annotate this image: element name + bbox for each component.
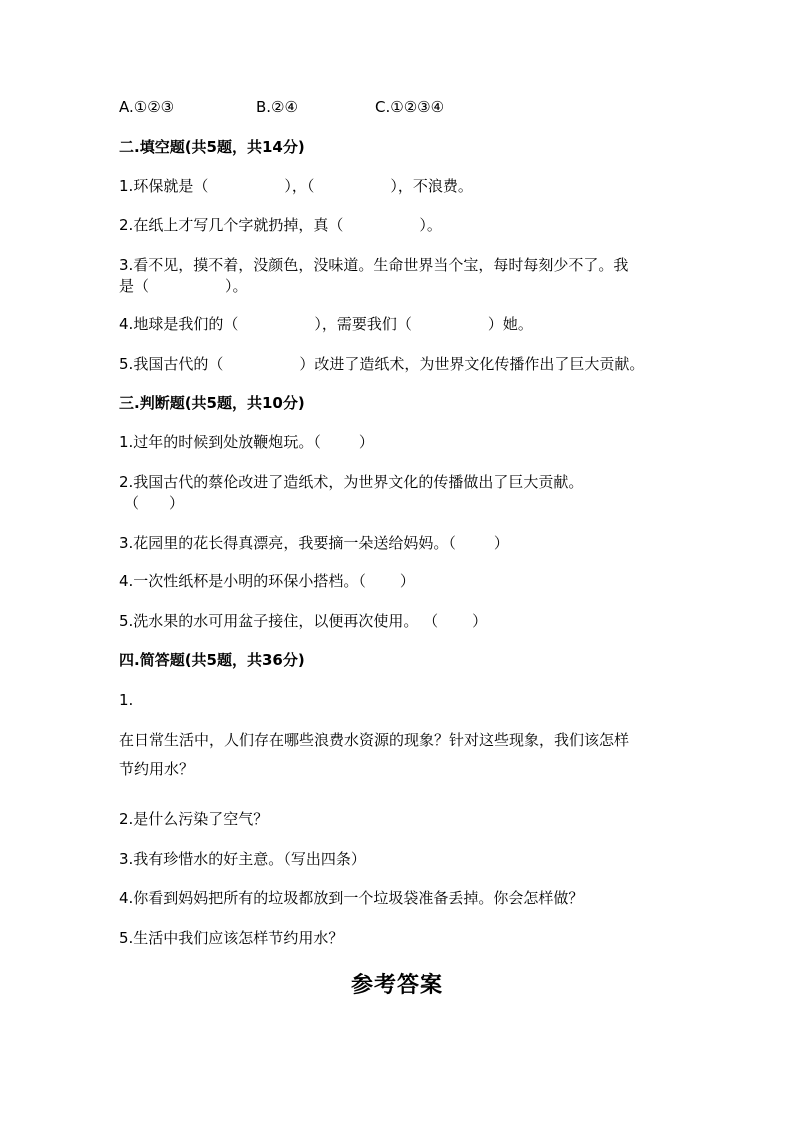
- question-text: 环保就是（: [133, 177, 209, 195]
- fill-question-1: [119, 176, 473, 196]
- short-question-3: 3.我有珍惜水的好主意。（写出四条）: [119, 850, 366, 868]
- question-text: 1.过年的时候到处放鞭炮玩。（: [119, 433, 321, 451]
- question-number: 2.: [119, 216, 134, 234]
- short-question-2: 2.是什么污染了空气？: [119, 810, 269, 828]
- section-heading-judgement: 三.判断题(共5题，共10分): [119, 394, 305, 412]
- section-heading-short-answer: 四.简答题(共5题，共36分): [119, 651, 305, 669]
- judge-question-3: [119, 533, 509, 553]
- question-text: ）: [399, 572, 415, 590]
- question-text: ）她。: [487, 315, 533, 333]
- question-text: ），（: [284, 177, 315, 195]
- short-question-1-line-2: 节约用水？: [119, 760, 195, 778]
- question-text: 地球是我们的（: [133, 315, 239, 333]
- fill-question-3-line-2: [119, 276, 248, 296]
- question-text: ）: [493, 534, 509, 552]
- question-text: ）。: [419, 216, 442, 234]
- option-a: A.①②③: [119, 98, 175, 116]
- question-text: ）: [358, 433, 374, 451]
- question-text: 在纸上才写几个字就扔掉，真（: [133, 216, 344, 234]
- section-heading-fill-blanks: 二.填空题(共5题，共14分): [119, 138, 305, 156]
- question-text: 3.花园里的花长得真漂亮，我要摘一朵送给妈妈。（: [119, 534, 456, 552]
- option-b: B.②④: [256, 98, 298, 116]
- question-text: ）: [472, 612, 488, 630]
- option-c: C.①②③④: [375, 98, 445, 116]
- judge-question-4: [119, 571, 415, 591]
- question-text: （: [124, 494, 140, 512]
- judge-question-1: [119, 432, 374, 452]
- question-text: 5.洗水果的水可用盆子接住，以便再次使用。 （: [119, 612, 439, 630]
- question-text: 我国古代的（: [133, 355, 224, 373]
- judge-question-5: [119, 611, 487, 631]
- fill-question-3-line-1: 3.看不见，摸不着，没颜色，没味道。生命世界当个宝，每时每刻少不了。我: [119, 256, 629, 274]
- question-text: 4.一次性纸杯是小明的环保小搭档。（: [119, 572, 366, 590]
- question-text: 是（: [119, 277, 150, 295]
- answer-key-title: 参考答案: [350, 972, 443, 998]
- judge-question-2-line-1: 2.我国古代的蔡伦改进了造纸术，为世界文化的传播做出了巨大贡献。: [119, 473, 584, 491]
- fill-question-2: [119, 215, 442, 235]
- question-text: ）。: [225, 277, 248, 295]
- short-question-4: 4.你看到妈妈把所有的垃圾都放到一个垃圾袋准备丢掉。你会怎样做？: [119, 889, 584, 907]
- short-question-5: 5.生活中我们应该怎样节约用水？: [119, 929, 344, 947]
- question-number: 1.: [119, 177, 134, 195]
- judge-question-2-line-2: [124, 493, 184, 513]
- short-question-1-number: 1.: [119, 691, 134, 709]
- question-number: 4.: [119, 315, 134, 333]
- question-text: ），不浪费。: [390, 177, 473, 195]
- fill-question-4: [119, 314, 533, 334]
- question-text: ），需要我们（: [314, 315, 412, 333]
- short-question-1-line-1: 在日常生活中，人们存在哪些浪费水资源的现象？针对这些现象，我们该怎样: [119, 731, 630, 749]
- question-number: 5.: [119, 355, 134, 373]
- question-text: ）改进了造纸术，为世界文化传播作出了巨大贡献。: [299, 355, 645, 373]
- question-text: ）: [169, 494, 185, 512]
- fill-question-5: [119, 354, 644, 374]
